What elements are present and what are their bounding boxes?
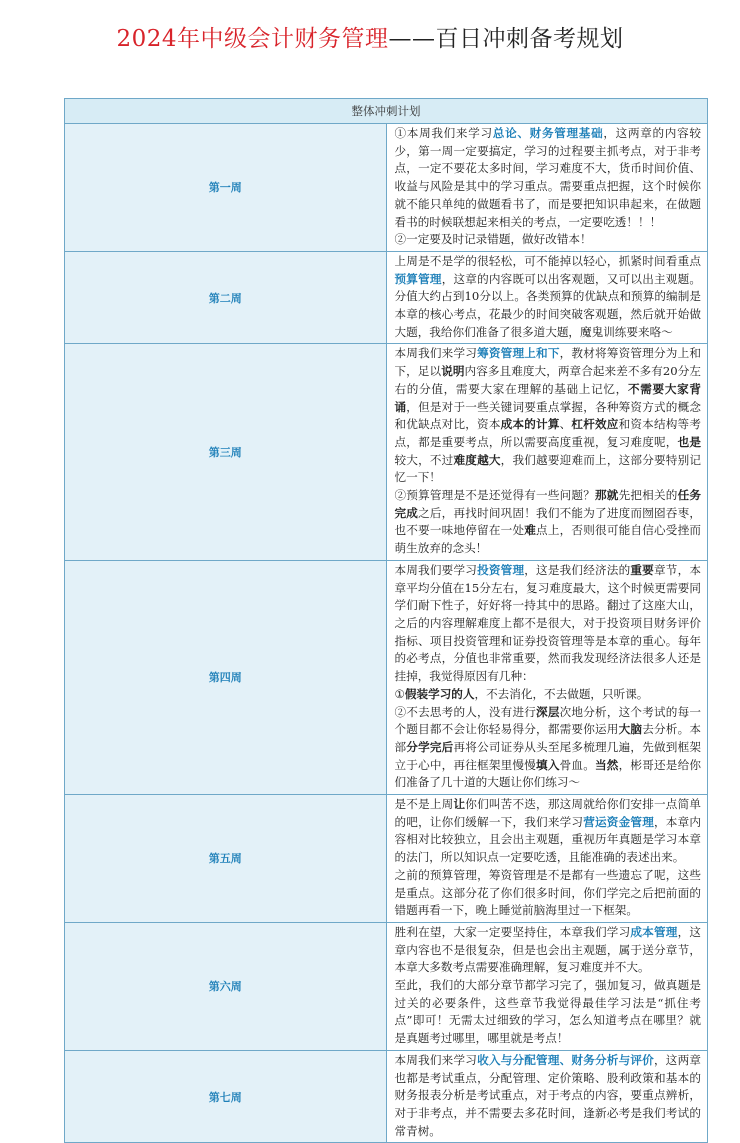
content-paragraph [395, 796, 702, 867]
table-row [65, 251, 708, 344]
text-segment: 先把相关的 [618, 488, 678, 503]
text-segment: ① [394, 686, 405, 701]
week-label: 第三周 [65, 344, 387, 560]
text-segment: ，我们越要迎难而上，这部分要特别记忆一下！ [394, 452, 701, 485]
content-paragraph [395, 924, 702, 977]
text-segment: 本周我们来学习 [394, 346, 478, 361]
text-segment: 较大，不过 [394, 452, 454, 467]
text-segment: 重要 [630, 562, 654, 577]
text-segment: ②预算管理是不是还觉得有一些问题？ [394, 488, 595, 503]
text-segment: 你们叫苦不迭，那这周就给你们安排一点简单的吧，让你们缓解一下，我们来学习 [394, 797, 701, 829]
text-segment: 内容多且难度大，两章合起来差不多有20分左右的分值，需要大家在理解的基础上记忆， [394, 364, 701, 396]
table-row [65, 560, 708, 794]
text-segment: ，彬哥还是给你们准备了几十道的大题让你们练习～ [394, 757, 701, 790]
week-content [386, 922, 708, 1050]
text-segment: 不需要大家背诵 [394, 381, 701, 414]
text-segment: ，这章的内容既可以出客观题，又可以出主观题。分值大约占到10分以上。各类预算的优缺点和预算的编制是本章的核心考点，花最少的时间突破客观题，然后就开始做大题，我给你们准备了很多道大题，魔鬼训练要来咯～ [394, 271, 701, 339]
topic-highlight: 预算管理 [394, 271, 442, 286]
text-segment: 那就 [595, 488, 619, 503]
week-label: 第七周 [65, 1050, 387, 1143]
content-paragraph [395, 704, 702, 793]
text-segment: ，这两章的内容较少，第一周一定要搞定，学习的过程要主抓考点，对于非考点，一定不要花太多时间，学习难度不大，货币时间价值、收益与风险是其中的学习重点。需要重点把握，这个时候你就不能只单纯的做题看书了，而是要把知识串起来，在做题看书的时候联想起来相关的考点，一定要吃透！！！ [394, 126, 701, 229]
content-paragraph [395, 345, 702, 487]
content-paragraph [395, 562, 702, 686]
text-segment: ①本周我们来学习 [394, 126, 493, 140]
title-main: 2024年中级会计财务管理 [116, 26, 389, 52]
table-row [65, 922, 708, 1050]
content-paragraph [395, 867, 702, 920]
week-content [386, 795, 708, 923]
table-row [65, 344, 708, 560]
text-segment: ，教材将筹资管理分为上和下，足以 [394, 346, 701, 379]
text-segment: 章节，本章平均分值在15分左右，复习难度最大，这个时候更需要同学们耐下性子，好好将一持其中的思路。翻过了这座大山，之后的内容理解难度上都不是很大，对于投资项目财务评价指标、项目投资管理和证券投资管理等是本章的重心。每年的必考点，分值也非常重要，然而我发现经济法很多人还是挂掉，我觉得原因有几种： [394, 562, 701, 684]
text-segment: 至此，我们的大部分章节都学习完了，强加复习，做真题是过关的必要条件，这些章节我觉得最佳学习法是“抓住考点”即可！无需太过细致的学习，怎么知道考点在哪里？就是真题考过哪里，哪里就是考点！ [394, 978, 701, 1046]
text-segment: 上周是不是学的很轻松，可不能掉以轻心，抓紧时间看重点 [394, 253, 701, 268]
text-segment: ，这是我们经济法的 [524, 562, 631, 577]
text-segment: 也是 [677, 434, 701, 449]
text-segment: ，这两章也都是考试重点，分配管理、定价策略、股利政策和基本的财务报表分析是考试重点，对于考点的内容，要重点辨析，对于非考点，并不需要去多花时间，逢新必考是我们考试的常青树。 [394, 1052, 701, 1138]
title-dash: —— [388, 26, 436, 52]
content-paragraph [395, 231, 702, 249]
text-segment: 分学完后 [406, 739, 454, 754]
text-segment: 骨血。 [559, 757, 596, 772]
content-paragraph [395, 487, 702, 558]
title-sub: 百日冲刺备考规划 [435, 26, 624, 52]
text-segment: 次地分析，这个考试的每一个题目都不会让你轻易得分，都需要你运用 [394, 704, 701, 737]
table-row [65, 124, 708, 252]
week-label: 第一周 [65, 124, 387, 252]
content-paragraph [395, 125, 702, 231]
text-segment: 难 [524, 523, 537, 538]
text-segment: 胜利在望，大家一定要坚持住，本章我们学习 [394, 924, 631, 939]
week-content [386, 251, 708, 344]
text-segment: 是不是上周 [394, 797, 454, 812]
topic-highlight: 投资管理 [477, 562, 525, 577]
text-segment: 、 [559, 417, 572, 432]
text-segment: 杠杆效应 [571, 417, 619, 432]
week-label: 第二周 [65, 251, 387, 344]
text-segment: 之前的预算管理，筹资管理是不是都有一些遗忘了呢，这些是重点。这部分花了你们很多时间，你们学完之后把前面的错题再看一下，晚上睡觉前脑海里过一下框架。 [394, 867, 701, 918]
topic-highlight: 营运资金管理 [583, 814, 654, 829]
table-row [65, 1050, 708, 1143]
text-segment: 假装学习的人 [404, 686, 475, 701]
week-content [386, 1050, 708, 1143]
week-label: 第五周 [65, 795, 387, 923]
content-paragraph [395, 686, 702, 704]
text-segment: ②一定要及时记录错题，做好改错本！ [394, 232, 592, 247]
week-label: 第四周 [65, 560, 387, 794]
content-paragraph [395, 253, 702, 342]
plan-table [64, 98, 708, 1143]
table-row [65, 795, 708, 923]
text-segment: 和资本结构等考点，都是重要考点，所以需要高度重视，复习难度呢， [394, 417, 701, 449]
text-segment: 本周我们来学习 [394, 1052, 478, 1067]
text-segment: ，不去消化，不去做题，只听课。 [474, 686, 649, 701]
text-segment: 去分析。本部 [394, 722, 701, 754]
text-segment: 之后，再找时间巩固！我们不能为了进度而囫囵吞枣，也不要一味地停留在一处 [394, 505, 701, 538]
plan-table-body [65, 124, 708, 1143]
week-content [386, 124, 708, 252]
text-segment: 本周我们要学习 [394, 562, 478, 577]
topic-highlight: 成本管理 [630, 924, 678, 939]
text-segment: 难度越大 [453, 452, 501, 467]
text-segment: 让 [453, 797, 466, 812]
text-segment: ②不去思考的人，没有进行 [394, 704, 537, 719]
text-segment: 说明 [441, 364, 465, 379]
topic-highlight: 总论、财务管理基础 [492, 126, 604, 140]
topic-highlight: 收入与分配管理、财务分析与评价 [477, 1052, 654, 1067]
week-label: 第六周 [65, 922, 387, 1050]
content-paragraph [395, 1052, 702, 1141]
text-segment: 任务完成 [394, 488, 701, 520]
text-segment: ，本章内容相对比较独立，且会出主观题，重视历年真题是学习本章的法门，所以知识点一定要吃透，且能准确的表述出来。 [394, 814, 701, 865]
text-segment: 大脑 [618, 722, 643, 737]
text-segment: 填入 [536, 757, 560, 772]
content-paragraph [395, 977, 702, 1048]
table-header: 整体冲刺计划 [65, 99, 708, 124]
text-segment: 再将公司证券从头至尾多梳理几遍，先做到框架立于心中，再往框架里慢慢 [394, 739, 701, 772]
week-content [386, 560, 708, 794]
topic-highlight: 筹资管理上和下 [477, 346, 560, 361]
text-segment: 成本的计算 [500, 417, 560, 432]
text-segment: 当然 [595, 757, 619, 772]
text-segment: 深层 [536, 704, 560, 719]
week-content [386, 344, 708, 560]
text-segment: 点上，否则很可能自信心受挫而萌生放弃的念头！ [394, 523, 701, 556]
page-title [0, 20, 740, 53]
text-segment: ，但是对于一些关键词要重点掌握，各种筹资方式的概念和优缺点对比，资本 [394, 399, 701, 432]
text-segment: ，这章内容也不是很复杂，但是也会出主观题，属于送分章节，本章大多数考点需要准确理解，复习难度并不大。 [394, 924, 701, 975]
